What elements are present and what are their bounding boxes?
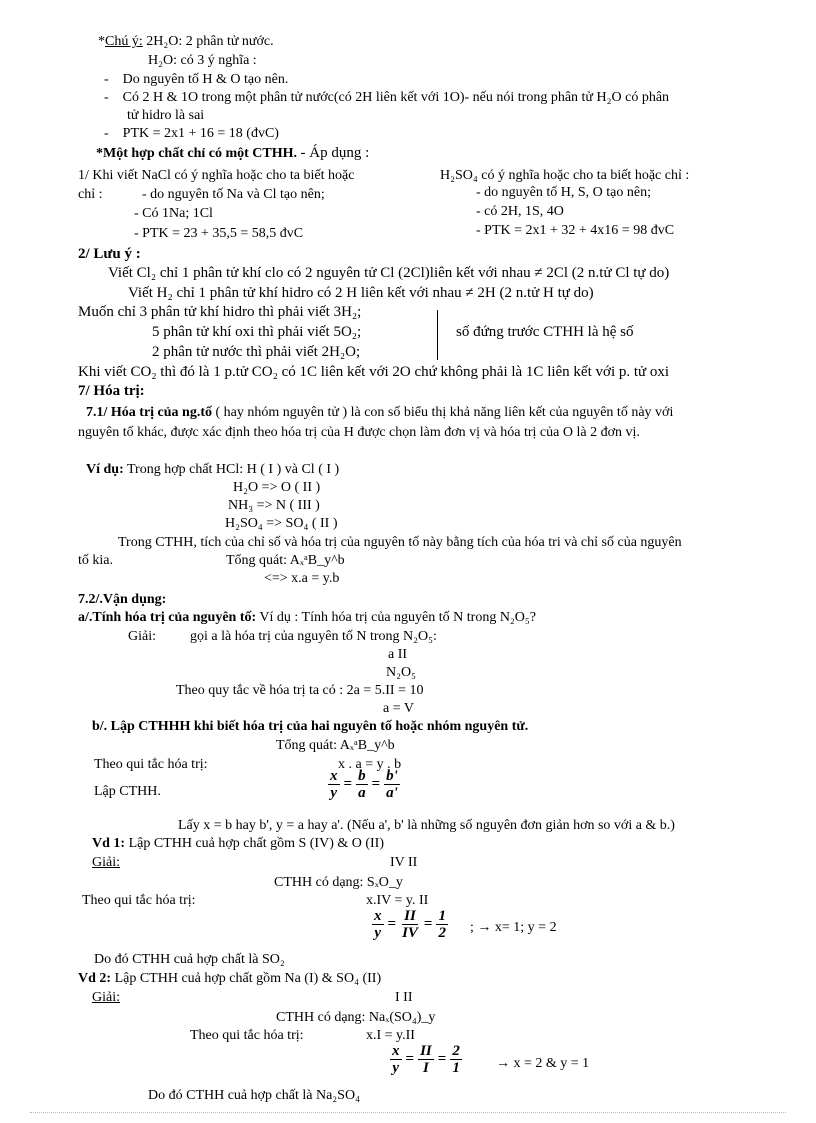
note-meaning-2-text: Có 2 H & 1O trong một phân tử nước(có 2H liên kết với 1O)- nếu nói trong phân tử H₂O có phân bbox=[122, 90, 670, 105]
frac-num-x: x bbox=[330, 768, 338, 784]
luuy-5o2: 5 phân tử khí oxi thì phải viết 5O₂; bbox=[152, 324, 362, 340]
luuy-co2: Khi viết CO₂ thì đó là 1 p.tử CO₂ có 1C liên kết với 2O chứ không phải là 1C liên kết với p. tử oxi bbox=[78, 364, 670, 380]
vd2-line bbox=[78, 971, 381, 987]
vidu-title: Ví dụ: bbox=[86, 462, 124, 477]
hoatri-def-a-text: ( hay nhóm nguyên tử ) là con số biểu thị khả năng liên kết của nguyên tố này với bbox=[215, 405, 674, 420]
vd2-frac-ii: II bbox=[420, 1043, 432, 1059]
vd1-rule-label: Theo qui tắc hóa trị: bbox=[82, 893, 196, 908]
frac-num-b: b bbox=[358, 768, 366, 784]
vandung-a-g3: N₂O₅ bbox=[386, 665, 416, 680]
vd1-frac-1: 1 bbox=[438, 908, 446, 924]
frac-den-y: y bbox=[330, 785, 338, 801]
vd2-form: CTHH có dạng: Naₓ(SO₄)_y bbox=[276, 1010, 436, 1025]
vd1-frac-ii: II bbox=[404, 908, 416, 924]
frac-den-a-prime: a' bbox=[386, 785, 398, 801]
vidu-h2so4: H₂SO₄ => SO₄ ( II ) bbox=[225, 516, 338, 531]
vd1-conclusion: Do đó CTHH cuả hợp chất là SO₂ bbox=[94, 952, 285, 967]
vd2-formula: $\frac{x}{y}$ = $\frac{II}{I}$ = $\frac{2}{1}$ bbox=[392, 1043, 460, 1076]
vandung-b-rule-label: Theo qui tắc hóa trị: bbox=[94, 757, 208, 772]
vandung-b-title: b/. Lập CTHHH khi biết hóa trị của hai nguyên tố hoặc nhóm nguyên tử. bbox=[92, 719, 529, 734]
vd1-title: Vd 1: bbox=[92, 836, 126, 851]
h2so4-line-a: H₂SO₄ có ý nghĩa hoặc cho ta biết hoặc chỉ : bbox=[440, 168, 690, 183]
note-meaning-1: - Do nguyên tố H & O tạo nên. bbox=[104, 72, 289, 87]
hoatri-def-a bbox=[86, 405, 673, 421]
hoatri-def-b: nguyên tố khác, được xác định theo hóa trị của H được chọn làm đơn vị và hóa trị của O là 2 đơn vị. bbox=[78, 425, 640, 440]
vidu-line-1 bbox=[86, 462, 339, 478]
nacl-line-d: - Có 1Na; 1Cl bbox=[134, 206, 213, 221]
vandung-a-title: a/.Tính hóa trị của nguyên tố: bbox=[78, 610, 257, 625]
vandung-a-question: Ví dụ : Tính hóa trị của nguyên tố N trong N₂O₅? bbox=[259, 610, 537, 625]
h2so4-line-d: - PTK = 2x1 + 32 + 4x16 = 98 đvC bbox=[476, 223, 675, 238]
vandung-a-g5: a = V bbox=[383, 701, 414, 716]
formula-xy-ba: $\frac{x}{y}$ = $\frac{b}{a}$ = $\frac{b'}{a'}$ bbox=[330, 768, 398, 801]
vd2-frac-i: I bbox=[422, 1060, 429, 1076]
hoatri-rule-b: tố kia. bbox=[78, 553, 113, 568]
luuy-h2: Viết H₂ chỉ 1 phân tử khí hidro có 2 H liên kết với nhau ≠ 2H (2 n.tử H tự do) bbox=[128, 285, 594, 301]
page-bottom-rule bbox=[30, 1112, 786, 1113]
luuy-2h2o: 2 phân tử nước thì phải viết 2H₂O; bbox=[152, 344, 361, 360]
frac-den-a: a bbox=[358, 785, 366, 801]
note-2h2o: 2H₂O: 2 phân tử nước. bbox=[146, 34, 274, 49]
luuy-3h2: Muốn chỉ 3 phân tử khí hidro thì phải viết 3H₂; bbox=[78, 304, 362, 320]
vd1-frac-y: y bbox=[374, 925, 382, 941]
vd2-frac-x: x bbox=[392, 1043, 400, 1059]
vd2-frac-y: y bbox=[392, 1060, 400, 1076]
vandung-a-line bbox=[78, 610, 536, 626]
vidu-hcl: Trong hợp chất HCl: H ( I ) và Cl ( I ) bbox=[126, 462, 340, 477]
note-meaning-3: - PTK = 2x1 + 16 = 18 (đvC) bbox=[104, 126, 279, 141]
nacl-line-b: chỉ : bbox=[78, 187, 103, 202]
nacl-line-e: - PTK = 23 + 35,5 = 58,5 đvC bbox=[134, 226, 304, 241]
vd2-frac-1: 1 bbox=[452, 1060, 460, 1076]
vidu-nh3: NH₃ => N ( III ) bbox=[228, 498, 320, 513]
hoatri-def-title: 7.1/ Hóa trị của ng.tố bbox=[86, 405, 212, 420]
vd1-val: IV II bbox=[390, 855, 418, 870]
note-apply: - Áp dụng : bbox=[300, 145, 370, 161]
vd1-text: Lập CTHH cuả hợp chất gồm S (IV) & O (II) bbox=[128, 836, 385, 851]
luuy-cl2: Viết Cl₂ chỉ 1 phân tử khí clo có 2 nguyên tử Cl (2Cl)liên kết với nhau ≠ 2Cl (2 n.tử Cl tự do) bbox=[108, 265, 670, 281]
vandung-b-rule-eq: x . a = y . b bbox=[338, 757, 402, 772]
luuy-heso: số đứng trước CTHH là hệ số bbox=[456, 324, 634, 340]
vd1-giai: Giải: bbox=[92, 855, 120, 870]
hoatri-general-eq: <=> x.a = y.b bbox=[264, 571, 340, 586]
vd1-frac-2: 2 bbox=[438, 925, 446, 941]
h2so4-line-c: - có 2H, 1S, 4O bbox=[476, 204, 564, 219]
vd2-giai: Giải: bbox=[92, 990, 120, 1005]
note-rule-text: *Một hợp chất chỉ có một CTHH. bbox=[96, 146, 298, 161]
hoatri-title: 7/ Hóa trị: bbox=[78, 383, 145, 399]
luuy-title: 2/ Lưu ý : bbox=[78, 246, 141, 262]
vd2-rule-label: Theo qui tắc hóa trị: bbox=[190, 1028, 304, 1043]
vd2-frac-2: 2 bbox=[452, 1043, 460, 1059]
vd1-result: ; → x= 1; y = 2 bbox=[470, 920, 557, 935]
note-meaning-2b: tử hidro là sai bbox=[127, 108, 205, 123]
vd1-frac-x: x bbox=[374, 908, 382, 924]
note-rule bbox=[96, 145, 369, 162]
note-meaning-3-text: PTK = 2x1 + 16 = 18 (đvC) bbox=[122, 126, 279, 141]
note-meaning-1-text: Do nguyên tố H & O tạo nên. bbox=[122, 72, 289, 87]
vd1-rule-eq: x.IV = y. II bbox=[366, 893, 429, 908]
note-line-1: *Chú ý: 2H₂O: 2 phân tử nước. bbox=[98, 34, 274, 49]
vd1-form: CTHH có dạng: SₓO_y bbox=[274, 875, 403, 890]
vandung-a-giai: Giải: bbox=[128, 629, 156, 644]
vandung-a-g4: Theo quy tắc về hóa trị ta có : 2a = 5.II = 10 bbox=[176, 683, 424, 698]
note-title: Chú ý: bbox=[105, 34, 143, 49]
nacl-line-c: - do nguyên tố Na và Cl tạo nên; bbox=[142, 187, 325, 202]
h2so4-line-b: - do nguyên tố H, S, O tạo nên; bbox=[476, 185, 651, 200]
vidu-h2o: H₂O => O ( II ) bbox=[233, 480, 321, 495]
vandung-b-general: Tổng quát: AₓᵃB_y^b bbox=[276, 738, 395, 753]
vandung-a-g1: gọi a là hóa trị của nguyên tố N trong N₂O₅: bbox=[190, 629, 437, 644]
vandung-a-g2: a II bbox=[388, 647, 408, 662]
vandung-b-note: Lấy x = b hay b', y = a hay a'. (Nếu a', b' là những số nguyên đơn giản hơn so với a & b.) bbox=[178, 818, 675, 833]
frac-num-b-prime: b' bbox=[386, 768, 398, 784]
nacl-line-a: 1/ Khi viết NaCl có ý nghĩa hoặc cho ta biết hoặc bbox=[78, 168, 355, 183]
vd1-formula: $\frac{x}{y}$ = $\frac{II}{IV}$ = $\frac{1}{2}$ bbox=[374, 908, 446, 941]
vd2-conclusion: Do đó CTHH cuả hợp chất là Na₂SO₄ bbox=[148, 1088, 360, 1103]
note-line-2: H₂O: có 3 ý nghĩa : bbox=[148, 53, 257, 68]
vd2-rule-eq: x.I = y.II bbox=[366, 1028, 415, 1043]
vd2-val: I II bbox=[395, 990, 413, 1005]
vandung-title: 7.2/.Vận dụng: bbox=[78, 592, 167, 607]
hoatri-rule-a: Trong CTHH, tích của chỉ số và hóa trị của nguyên tố này bằng tích của hóa tri và chỉ số của nguyên bbox=[118, 535, 682, 550]
vd2-result: → x = 2 & y = 1 bbox=[496, 1056, 590, 1071]
vandung-b-lap: Lập CTHH. bbox=[94, 784, 161, 799]
vd2-title: Vd 2: bbox=[78, 971, 112, 986]
note-meaning-2: - Có 2 H & 1O trong một phân tử nước(có 2H liên kết với 1O)- nếu nói trong phân tử H₂O có phân bbox=[104, 90, 670, 105]
vd1-line bbox=[92, 836, 384, 852]
vd2-text: Lập CTHH cuả hợp chất gồm Na (I) & SO₄ (II) bbox=[114, 971, 382, 986]
vd1-frac-iv: IV bbox=[402, 925, 418, 941]
brace-divider bbox=[437, 310, 438, 360]
hoatri-general: Tổng quát: AₓᵃB_y^b bbox=[226, 553, 345, 568]
